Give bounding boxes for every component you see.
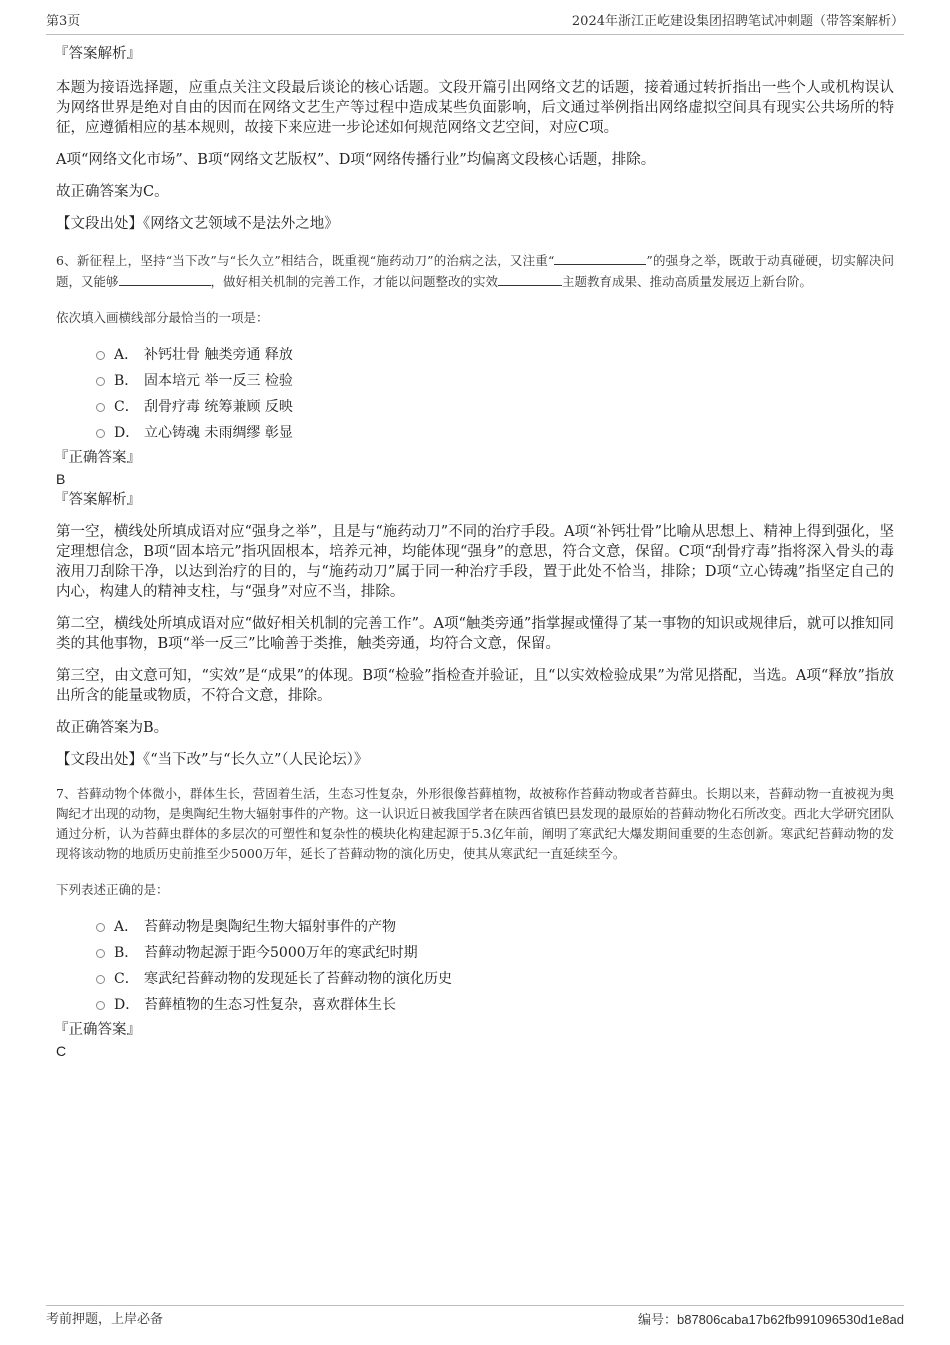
fill-blank-3 (498, 271, 562, 286)
analysis-paragraph: 第一空，横线处所填成语对应“强身之举”，且是与“施药动刀”不同的治疗手段。A项“补钙壮骨”比喻从思想上、精神上得到强化，坚定理想信念，B项“固本培元”指巩固根本，培养元神，均能体现“强身”的意思，符合文意，保留。C项“刮骨疗毒”指将深入骨头的毒液用刀刮除干净，以达到治疗的目的，与“施药动刀”属于同一种治疗手段，置于此处不恰当，排除；D项“立心铸魂”指坚定自己的内心，构建人的精神支柱，与“强身”对应不当，排除。 (56, 524, 894, 600)
page-number: 第3页 (46, 14, 81, 29)
option-text: 苔藓植物的生态习性复杂，喜欢群体生长 (144, 997, 396, 1013)
option-letter: C． (114, 971, 139, 987)
code-value: b87806caba17b62fb991096530d1e8ad (676, 1312, 904, 1327)
radio-icon[interactable] (96, 923, 105, 932)
option-text: 补钙壮骨 触类旁通 释放 (144, 347, 293, 363)
stem-part: ”的强身之举，既敢于动真碰硬，切实解决问题，又能够 (56, 253, 894, 289)
option-b[interactable] (96, 368, 894, 394)
radio-icon[interactable] (96, 377, 105, 386)
source-citation: 【文段出处】《“当下改”与“长久立”（人民论坛）》 (56, 752, 369, 768)
stem-part: 主题教育成果、推动高质量发展迈上新台阶。 (562, 274, 813, 289)
option-letter: A． (114, 347, 139, 363)
analysis-paragraph: 故正确答案为B。 (56, 720, 169, 736)
correct-answer: C (56, 1043, 67, 1059)
question-stem (56, 250, 894, 292)
option-letter: A． (114, 919, 139, 935)
correct-answer: B (56, 471, 66, 487)
option-text: 苔藓动物是奥陶纪生物大辐射事件的产物 (144, 919, 396, 935)
option-text: 寒武纪苔藓动物的发现延长了苔藓动物的演化历史 (144, 971, 452, 987)
option-text: 刮骨疗毒 统筹兼顾 反映 (144, 399, 293, 415)
option-letter: C． (114, 399, 139, 415)
correct-answer-label: 『正确答案』 (54, 450, 141, 466)
option-text: 苔藓动物起源于距今5000万年的寒武纪时期 (144, 945, 418, 961)
analysis-paragraph: A项“网络文化市场”、B项“网络文艺版权”、D项“网络传播行业”均偏离文段核心话题，排除。 (56, 152, 656, 168)
option-d[interactable] (96, 992, 894, 1018)
option-c[interactable] (96, 394, 894, 420)
q5-analysis (56, 44, 894, 234)
question-prompt: 下列表述正确的是： (56, 882, 169, 897)
radio-icon[interactable] (96, 429, 105, 438)
question-stem: 7、苔藓动物个体微小，群体生长，营固着生活，生态习性复杂，外形很像苔藓植物，故被称作苔藓动物或者苔藓虫。长期以来，苔藓动物一直被视为奥陶纪才出现的动物，是奥陶纪生物大辐射事件的产物。这一认识近日被我国学者在陕西省镇巴县发现的最原始的苔藓动物化石所改变。西北大学研究团队通过分析，认为苔藓虫群体的多层次的可塑性和复杂性的模块化构建起源于5.3亿年前，阐明了寒武纪大爆发期间重要的生态创新。寒武纪苔藓动物的发现将该动物的地质历史前推至少5000万年，延长了苔藓动物的演化历史，使其从寒武纪一直延续至今。 (56, 786, 894, 861)
radio-icon[interactable] (96, 403, 105, 412)
fill-blank-2 (119, 271, 211, 286)
source-citation: 【文段出处】《网络文艺领域不是法外之地》 (56, 216, 339, 232)
question-6 (56, 250, 894, 770)
option-list (96, 914, 894, 1018)
page-header (46, 12, 904, 35)
radio-icon[interactable] (96, 351, 105, 360)
code-label: 编号： (637, 1313, 677, 1328)
option-d[interactable] (96, 420, 894, 446)
option-b[interactable] (96, 940, 894, 966)
analysis-label: 『答案解析』 (54, 46, 141, 62)
option-letter: B． (114, 373, 139, 389)
page-footer (46, 1305, 904, 1334)
document-body (56, 44, 894, 1060)
document-code (638, 1306, 904, 1335)
option-a[interactable] (96, 914, 894, 940)
option-letter: D． (114, 425, 140, 441)
question-prompt: 依次填入画横线部分最恰当的一项是： (56, 310, 269, 325)
analysis-paragraph: 第三空，由文意可知，“实效”是“成果”的体现。B项“检验”指检查并验证，且“以实效检验成果”为常见搭配，当选。A项“释放”指放出所含的能量或物质，不符合文意，排除。 (56, 668, 894, 704)
analysis-paragraph: 第二空，横线处所填成语对应“做好相关机制的完善工作”。A项“触类旁通”指掌握或懂得了某一事物的知识或规律后，就可以推知同类的其他事物，B项“举一反三”比喻善于类推，触类旁通，均符合文意，保留。 (56, 616, 894, 652)
option-a[interactable] (96, 342, 894, 368)
analysis-paragraph: 故正确答案为C。 (56, 184, 169, 200)
fill-blank-1 (554, 250, 646, 265)
footer-slogan: 考前押题，上岸必备 (46, 1312, 164, 1327)
option-c[interactable] (96, 966, 894, 992)
stem-part: ，做好相关机制的完善工作，才能以问题整改的实效 (210, 274, 499, 289)
radio-icon[interactable] (96, 949, 105, 958)
correct-answer-label: 『正确答案』 (54, 1022, 141, 1038)
document-title: 2024年浙江正屹建设集团招聘笔试冲刺题（带答案解析） (571, 14, 904, 29)
analysis-paragraph: 本题为接语选择题，应重点关注文段最后谈论的核心话题。文段开篇引出网络文艺的话题，接着通过转折指出一些个人或机构误认为网络世界是绝对自由的因而在网络文艺生产等过程中造成某些负面影响，后文通过举例指出网络虚拟空间具有现实公共场所的特征，应遵循相应的基本规则，故接下来应进一步论述如何规范网络文艺空间，对应C项。 (56, 80, 894, 136)
question-7 (56, 784, 894, 1060)
option-letter: D． (114, 997, 140, 1013)
option-letter: B． (114, 945, 139, 961)
option-list (96, 342, 894, 446)
option-text: 固本培元 举一反三 检验 (144, 373, 293, 389)
radio-icon[interactable] (96, 975, 105, 984)
radio-icon[interactable] (96, 1001, 105, 1010)
stem-part: 6、新征程上，坚持“当下改”与“长久立”相结合，既重视“施药动刀”的治病之法，又注重“ (56, 253, 555, 268)
option-text: 立心铸魂 未雨绸缪 彰显 (144, 425, 293, 441)
analysis-label: 『答案解析』 (54, 492, 141, 508)
